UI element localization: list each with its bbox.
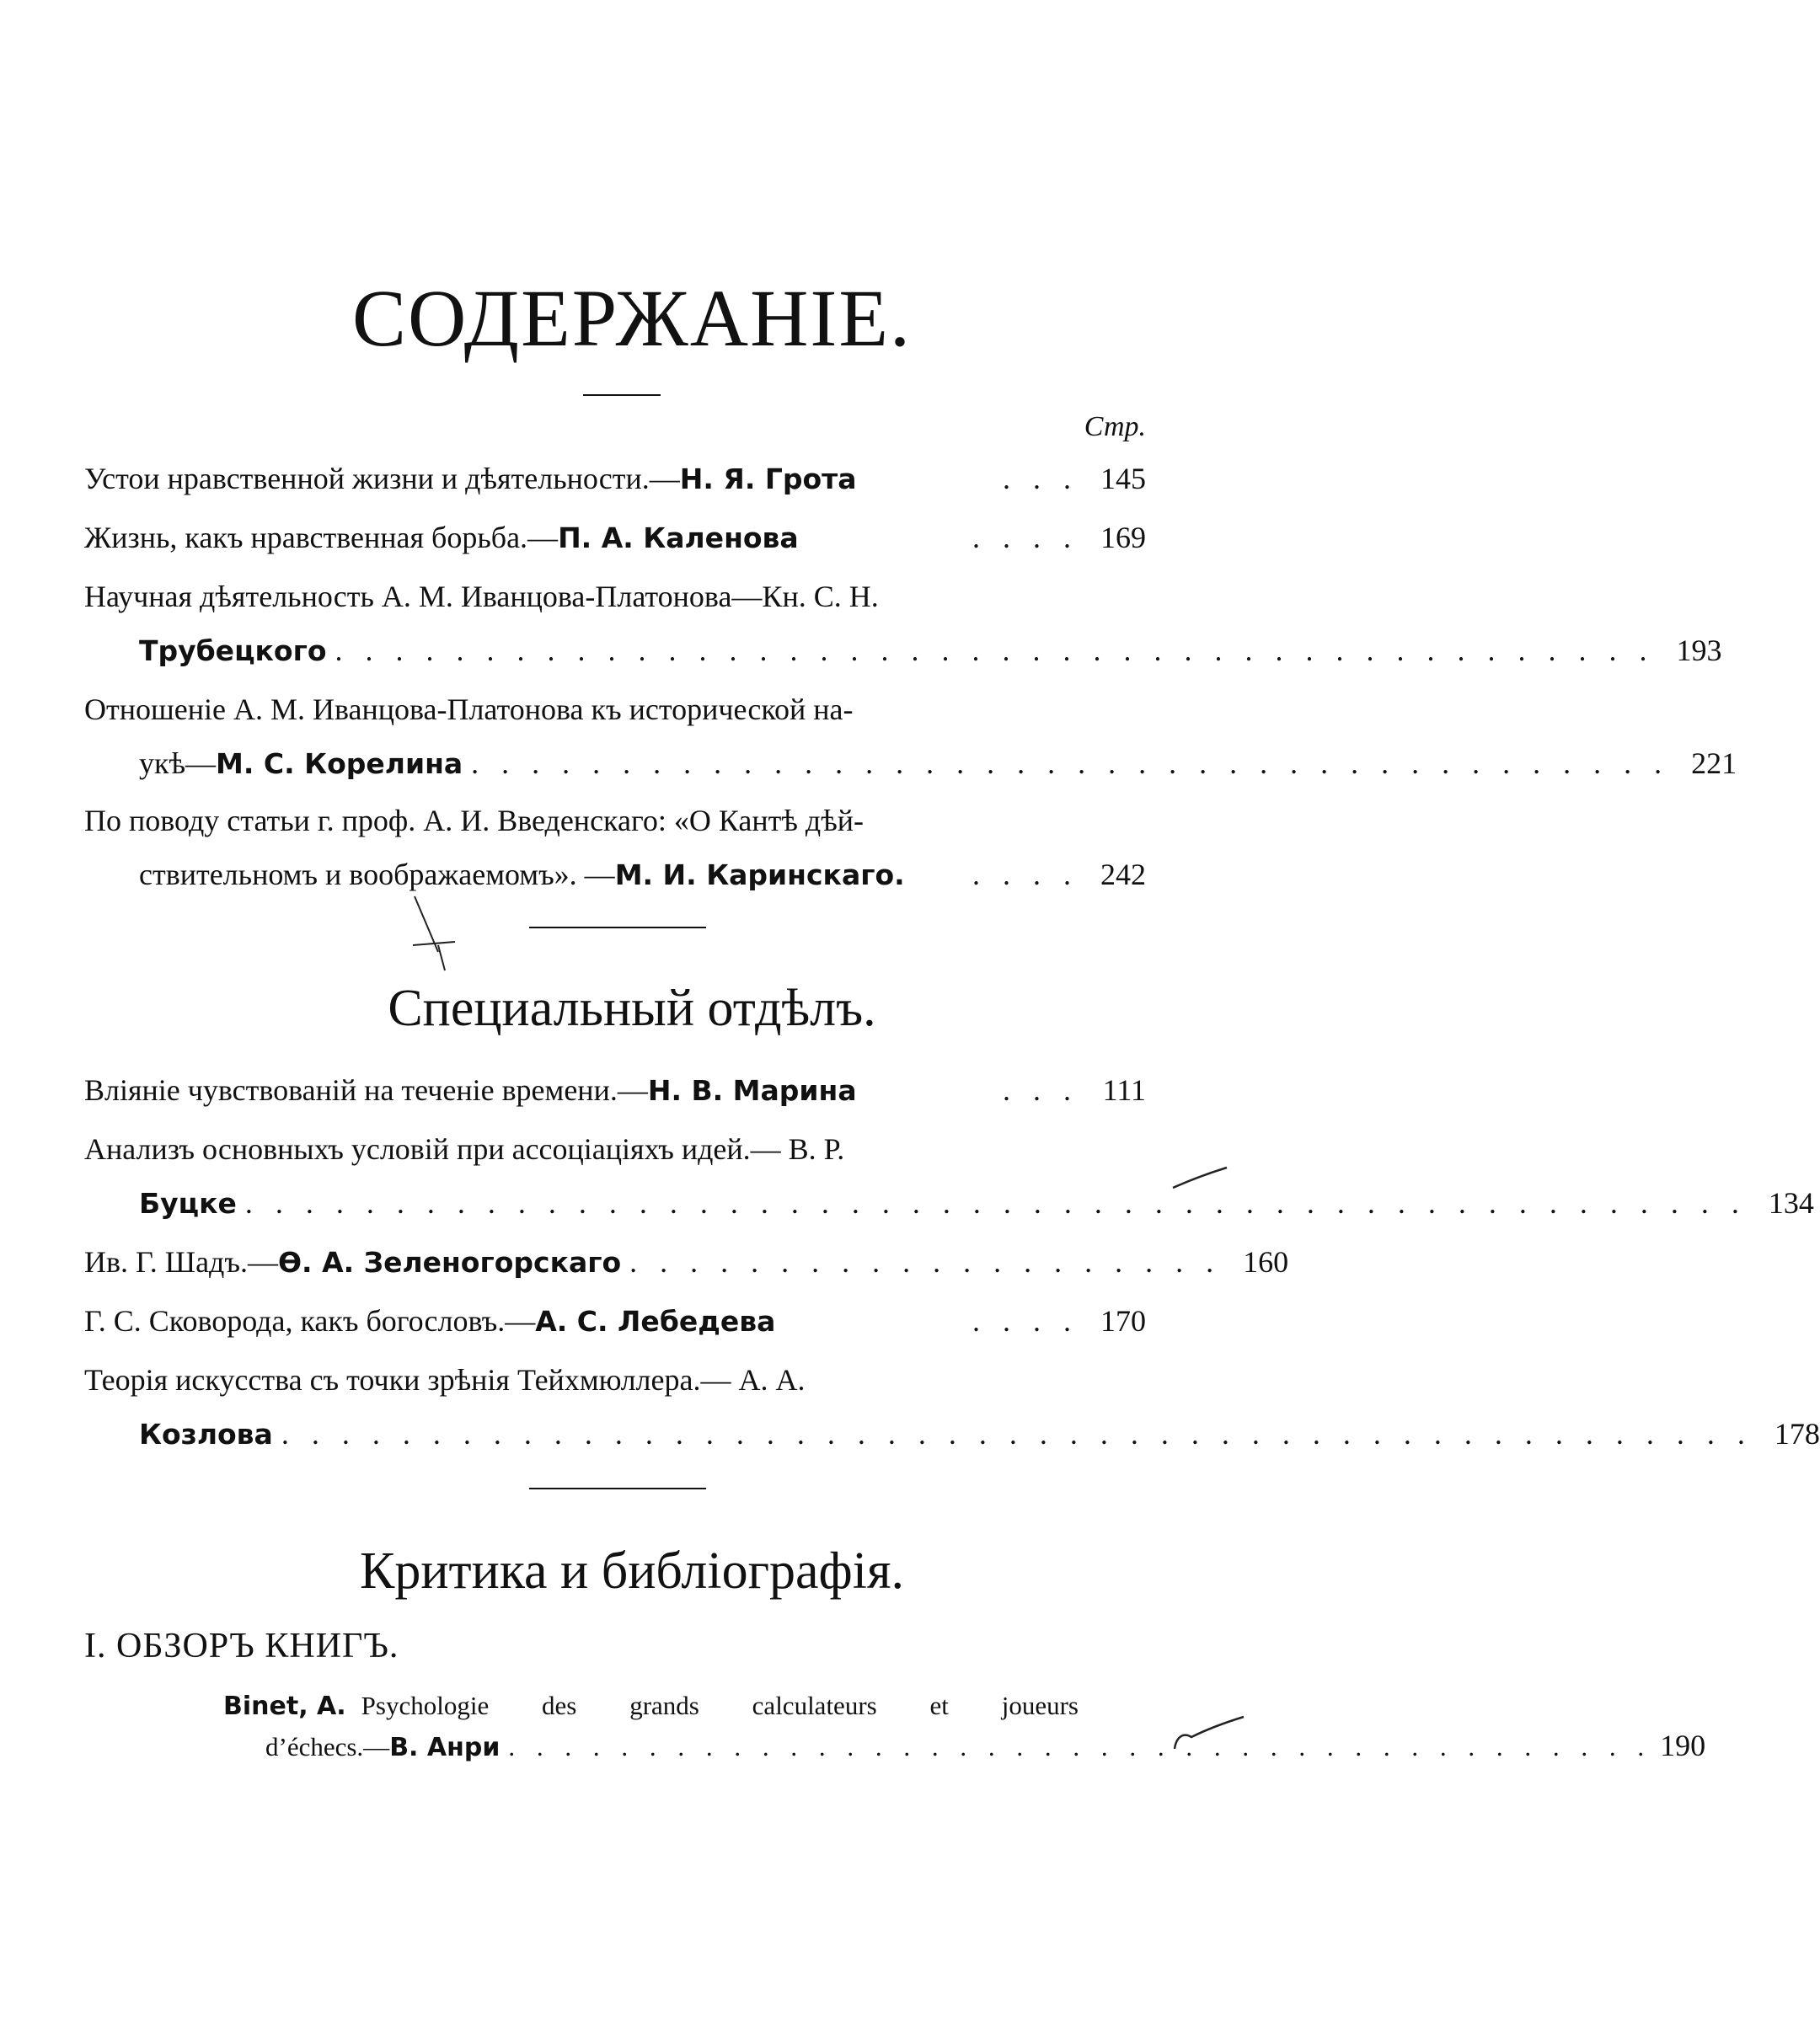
handwritten-tick-mark xyxy=(1171,1163,1230,1196)
entry-author: Н. В. Марина xyxy=(647,1074,857,1107)
toc-entry xyxy=(84,794,1146,902)
entry-title: Ив. Г. Шадъ.— xyxy=(84,1245,278,1279)
book-title-cont: d’échecs.— xyxy=(265,1732,390,1761)
entry-page: 170 xyxy=(1100,1304,1146,1338)
entry-page: 111 xyxy=(1102,1073,1146,1107)
section-title-critique: Критика и библіографія. xyxy=(360,1542,904,1600)
book-title: Psychologie des grands calculateurs et joueurs xyxy=(361,1691,1079,1720)
book-author: Binet, А. xyxy=(223,1692,346,1721)
section-title-special: Специальный отдѣлъ. xyxy=(388,980,876,1037)
leader-dots: . . . . . . . . . . . . . . . . . . . . xyxy=(629,1245,1222,1279)
entry-title: Жизнь, какъ нравственная борьба.— xyxy=(84,521,559,554)
entry-author: А. С. Лебедева xyxy=(535,1305,776,1338)
entry-page: 178 xyxy=(1774,1417,1820,1451)
entry-title: Теорія искусства съ точки зрѣнія Тейхмюллера.— А. А. xyxy=(84,1363,806,1397)
entry-author: П. А. Каленова xyxy=(558,521,799,554)
handwritten-cross-mark xyxy=(404,893,472,977)
entry-title: Научная дѣятельность А. М. Иванцова-Платонова—Кн. С. Н. xyxy=(84,580,879,613)
entry-title-cont: ствительномъ и воображаемомъ». — xyxy=(139,858,615,891)
toc-entry xyxy=(84,1353,1820,1462)
entry-author: Ѳ. А. Зеленогорскаго xyxy=(277,1246,622,1279)
leader-dots: . . . . . . . . . . . . . . . . . . . . . . . . . . . . . . . . . . . . . . . . . . . . . . . . . . xyxy=(244,1186,1747,1220)
leader-dots: . . . xyxy=(1003,462,1079,495)
entry-title: Вліяніе чувствованій на теченіе времени.— xyxy=(84,1073,648,1107)
title-rule xyxy=(583,394,661,396)
entry-page: 145 xyxy=(1100,462,1146,495)
entry-author: Трубецкого xyxy=(139,634,327,667)
toc-entry xyxy=(84,569,1722,678)
leader-dots: . . . . xyxy=(972,1304,1079,1338)
book-reviewer: В. Анри xyxy=(389,1733,500,1762)
section-rule xyxy=(529,1488,706,1489)
section-rule xyxy=(529,927,706,928)
leader-dots: . . . . . . . . . . . . . . . . . . . . . . . . . . . . . . . . . . . . . . . . . xyxy=(508,1732,1652,1761)
toc-entry xyxy=(84,452,1146,506)
toc-entry xyxy=(84,1122,1814,1231)
toc-entry xyxy=(84,1063,1146,1118)
entry-title: По поводу статьи г. проф. А. И. Введенскаго: «О Кантѣ дѣй- xyxy=(84,804,864,837)
leader-dots: . . . . . . . . . . . . . . . . . . . . . . . . . . . . . . . . . . . . . . . . . . . . . . . . . xyxy=(281,1417,1753,1451)
entry-title: Отношеніе А. М. Иванцова-Платонова къ исторической на- xyxy=(84,692,854,726)
leader-dots: . . . . . . . . . . . . . . . . . . . . . . . . . . . . . . . . . . . . . . . . xyxy=(471,746,1670,780)
entry-page: 221 xyxy=(1691,746,1737,780)
entry-page: 160 xyxy=(1243,1245,1289,1279)
page-title: СОДЕРЖАНІЕ. xyxy=(352,273,912,363)
entry-author: Буцке xyxy=(139,1187,237,1220)
toc-entry xyxy=(84,511,1146,565)
entry-title: Устои нравственной жизни и дѣятельности.— xyxy=(84,462,680,495)
entry-page: 242 xyxy=(1100,858,1146,891)
leader-dots: . . . . xyxy=(972,858,1079,891)
leader-dots: . . . xyxy=(1003,1073,1079,1107)
toc-entry xyxy=(84,1294,1146,1349)
toc-entry xyxy=(84,682,1737,791)
entry-title: Г. С. Сковорода, какъ богословъ.— xyxy=(84,1304,536,1338)
entry-page: 134 xyxy=(1768,1186,1814,1220)
page-column-label: Стр. xyxy=(1084,411,1146,442)
leader-dots: . . . . xyxy=(972,521,1079,554)
entry-author: М. С. Корелина xyxy=(216,747,463,780)
handwritten-tick-mark xyxy=(1171,1712,1247,1754)
entry-author: Козлова xyxy=(139,1418,273,1451)
entry-title: Анализъ основныхъ условій при ассоціаціяхъ идей.— В. Р. xyxy=(84,1132,845,1166)
entry-page: 169 xyxy=(1100,521,1146,554)
entry-title-cont: укѣ— xyxy=(139,746,217,780)
entry-page: 193 xyxy=(1676,633,1722,667)
book-entry xyxy=(223,1687,1706,1767)
entry-page: 190 xyxy=(1660,1729,1706,1762)
entry-author: М. И. Каринскаго. xyxy=(614,858,905,891)
subsection-heading: I. ОБЗОРЪ КНИГЪ. xyxy=(84,1627,399,1665)
entry-author: Н. Я. Грота xyxy=(679,462,857,495)
leader-dots: . . . . . . . . . . . . . . . . . . . . . . . . . . . . . . . . . . . . . . . . . . . . xyxy=(335,633,1655,667)
toc-entry xyxy=(84,1235,1289,1290)
